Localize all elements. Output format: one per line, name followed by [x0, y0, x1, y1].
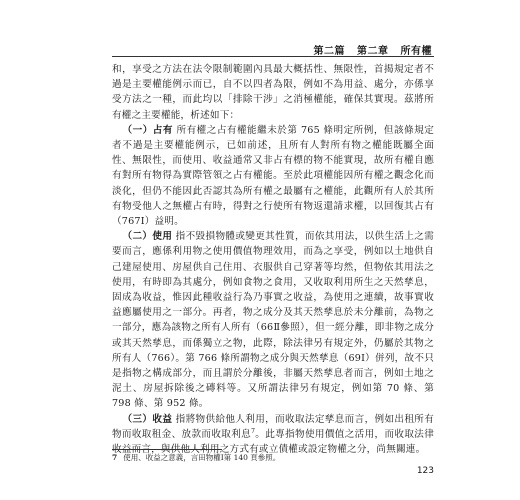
paragraph-text: 和，享受之方法在法令限制範圍內具最大概括性、無限性，首揭規定者不過是主要權能例示而已，自不以四者為限，例如不為用益、處分，亦係享受方法之一種，而此均以「排除干涉」之消極權能，確保其實現。茲將所有權之主要權能，析述如下：: [112, 64, 434, 121]
header-chapter: 第二章: [357, 46, 389, 57]
paragraph-heading: （三）收益: [122, 413, 173, 425]
running-header: [314, 42, 432, 57]
footnote: [112, 453, 434, 463]
paragraph-intro: [112, 62, 434, 123]
footnote-number: 7: [112, 453, 118, 462]
footnote-text: 使用、收益之意義，言田物權Ⅰ第 140 頁參照。: [123, 453, 281, 462]
header-title: 所有權: [400, 46, 432, 57]
page-number: 123: [416, 466, 434, 476]
header-part: 第二篇: [313, 46, 346, 57]
footnote-ref[interactable]: 7: [251, 427, 256, 435]
paragraph-text-cont: 。此專指物使用價值之活用，而收取法律收益而言，與供他人利用之方式有或立債權或設定物權之分，尚無關連。: [112, 428, 434, 456]
paragraph-text: 所有權之占有權能繼未於第 765 條明定所例，但該條規定者不過是主要權能例示，已如前述，且所有人對所有物之權能既屬全面性、無限性，而使用、收益通常又非占有標的物不能實現，故所有權自應有對所有物得為實際管領之占有權能。至於此項權能因所有權之觀念化而淡化，但仍不能因此否認其為所有權之最屬有之權能，此觀所有人於其所有物受他人之無權占有時，得對之行使所有物返還請求權，以回復其占有（767Ⅰ）益明。: [112, 124, 435, 228]
header-rule: [112, 56, 434, 57]
paragraph-profit: [112, 412, 434, 458]
paragraph-text: 指將物供給他人利用，而收取法定孳息而言，例如出租所有物而收取租金、放款而收取利息: [112, 413, 435, 440]
paragraph-possession: [112, 123, 434, 229]
paragraph-heading: （一）占有: [122, 124, 173, 136]
body-text: [112, 62, 434, 457]
paragraph-heading: （二）使用: [122, 231, 173, 243]
footnote-rule: [112, 449, 222, 450]
paragraph-text: 指不毀損物體或變更其性質，而依其用法，以供生活上之需要而言，應係利用物之使用價值物理效用，而為之享受，例如以土地供自己建屋使用、房屋供自己住用、衣服供自己穿著等均然，但物依其用法之使用，有時即為其處分，例如食物之食用，又收取利用所生之天然孳息，固成為收益，惟因此種收益行為乃事實之收益，為使用之連續，故事實收益應屬使用之一部分。再者，物之成分及其天然孳息於未分離前，為物之一部分，應為該物之所有人所有（66Ⅱ參照），但一經分離，即非物之成分或其天然孳息，而係獨立之物，此際，除法律另有規定外，仍屬於其物之所有人（766）。第 766 條所謂物之成分與天然孳息（69Ⅰ）併列，故不只是指物之構成部分，而且謂於分離後，非屬天然孳息者而言，例如土地之泥土、房屋拆除後之磚料等。又所謂法律另有規定，例如第 70 條、第 798 條、第 952 條。: [112, 231, 435, 410]
paragraph-use: [112, 229, 434, 411]
